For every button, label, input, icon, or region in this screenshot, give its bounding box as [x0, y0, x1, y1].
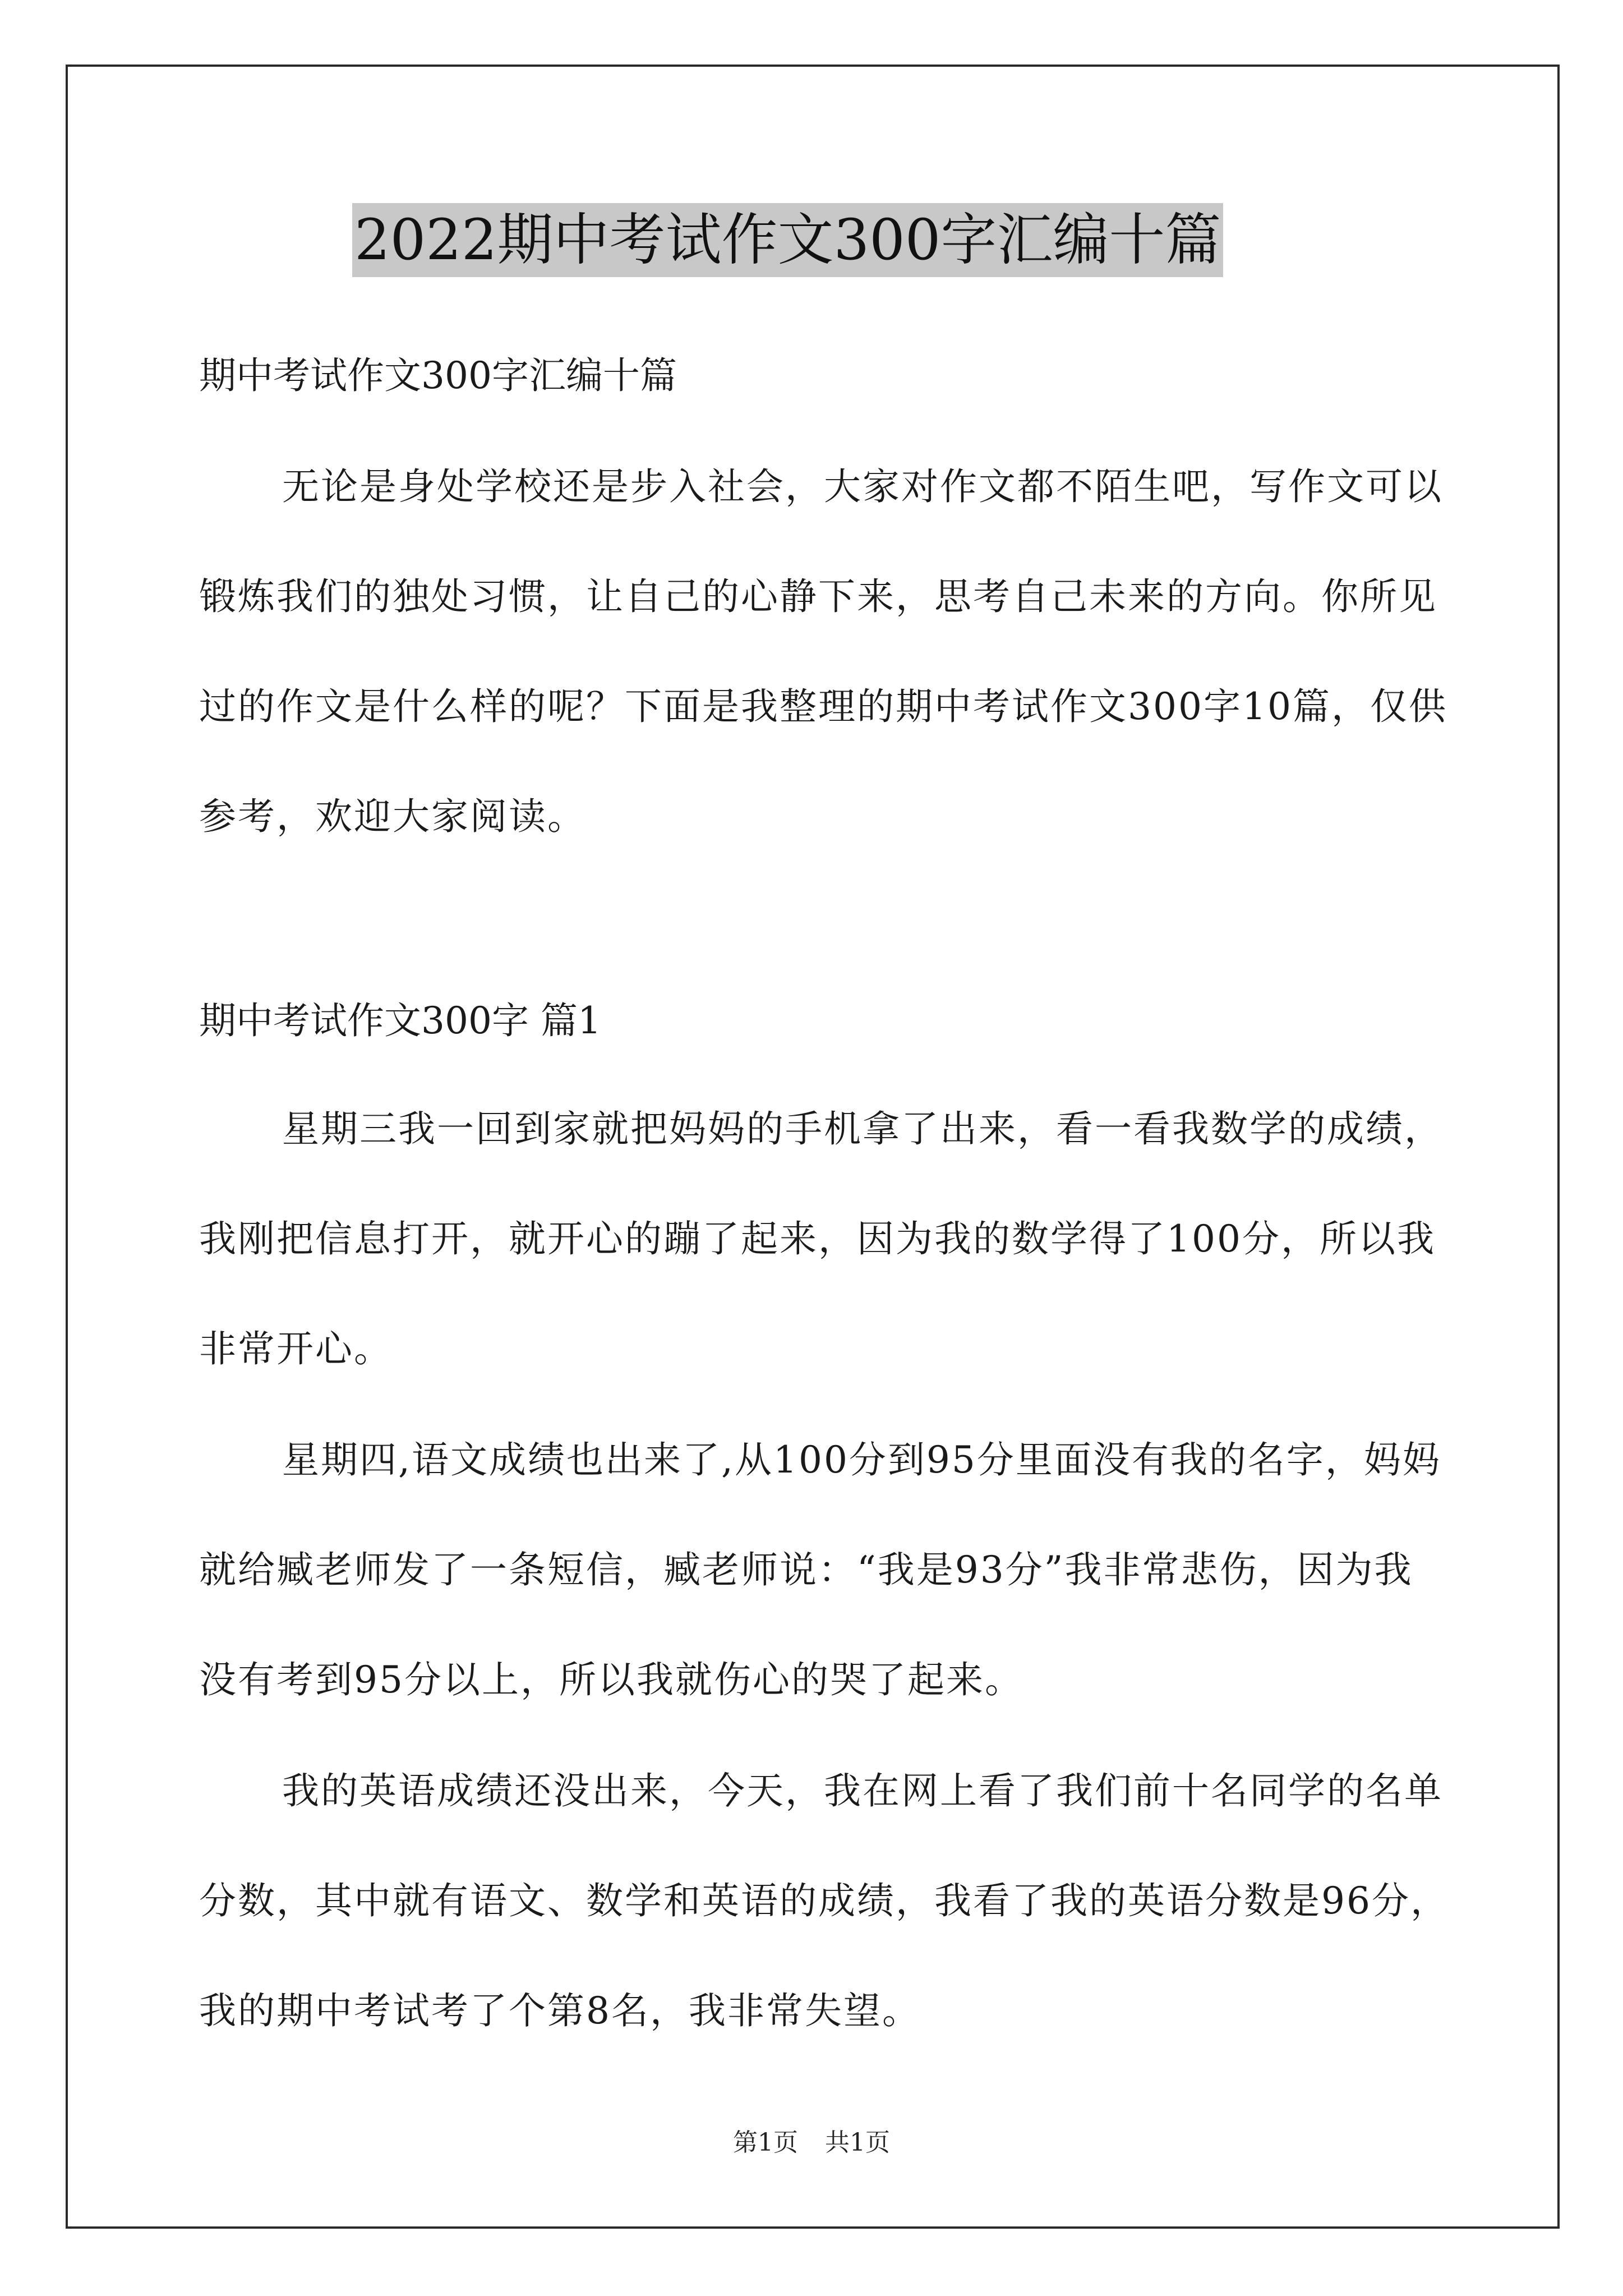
body-paragraph: 我的英语成绩还没出来，今天，我在网上看了我们前十名同学的名单分数，其中就有语文、数学和英语的成绩，我看了我的英语分数是96分，我的期中考试考了个第8名，我非常失望。	[199, 1769, 1449, 2032]
section-heading: 期中考试作文300字 篇1	[199, 999, 601, 1042]
page-footer	[0, 2126, 1623, 2160]
page-number: 第1页	[733, 2128, 798, 2157]
body-paragraph: 星期四,语文成绩也出来了,从100分到95分里面没有我的名字，妈妈就给臧老师发了一条短信，臧老师说：“我是93分”我非常悲伤，因为我没有考到95分以上，所以我就伤心的哭了起来。	[199, 1438, 1441, 1701]
document-subtitle: 期中考试作文300字汇编十篇	[199, 354, 677, 397]
intro-paragraph: 无论是身处学校还是步入社会，大家对作文都不陌生吧，写作文可以锻炼我们的独处习惯，让自己的心静下来，思考自己未来的方向。你所见过的作文是什么样的呢？下面是我整理的期中考试作文300字10篇，仅供参考，欢迎大家阅读。	[199, 465, 1447, 838]
body-paragraph: 星期三我一回到家就把妈妈的手机拿了出来，看一看我数学的成绩，我刚把信息打开，就开心的蹦了起来，因为我的数学得了100分，所以我非常开心。	[199, 1107, 1443, 1370]
document-title: 2022期中考试作文300字汇编十篇	[352, 203, 1223, 277]
page-total: 共1页	[825, 2128, 890, 2157]
